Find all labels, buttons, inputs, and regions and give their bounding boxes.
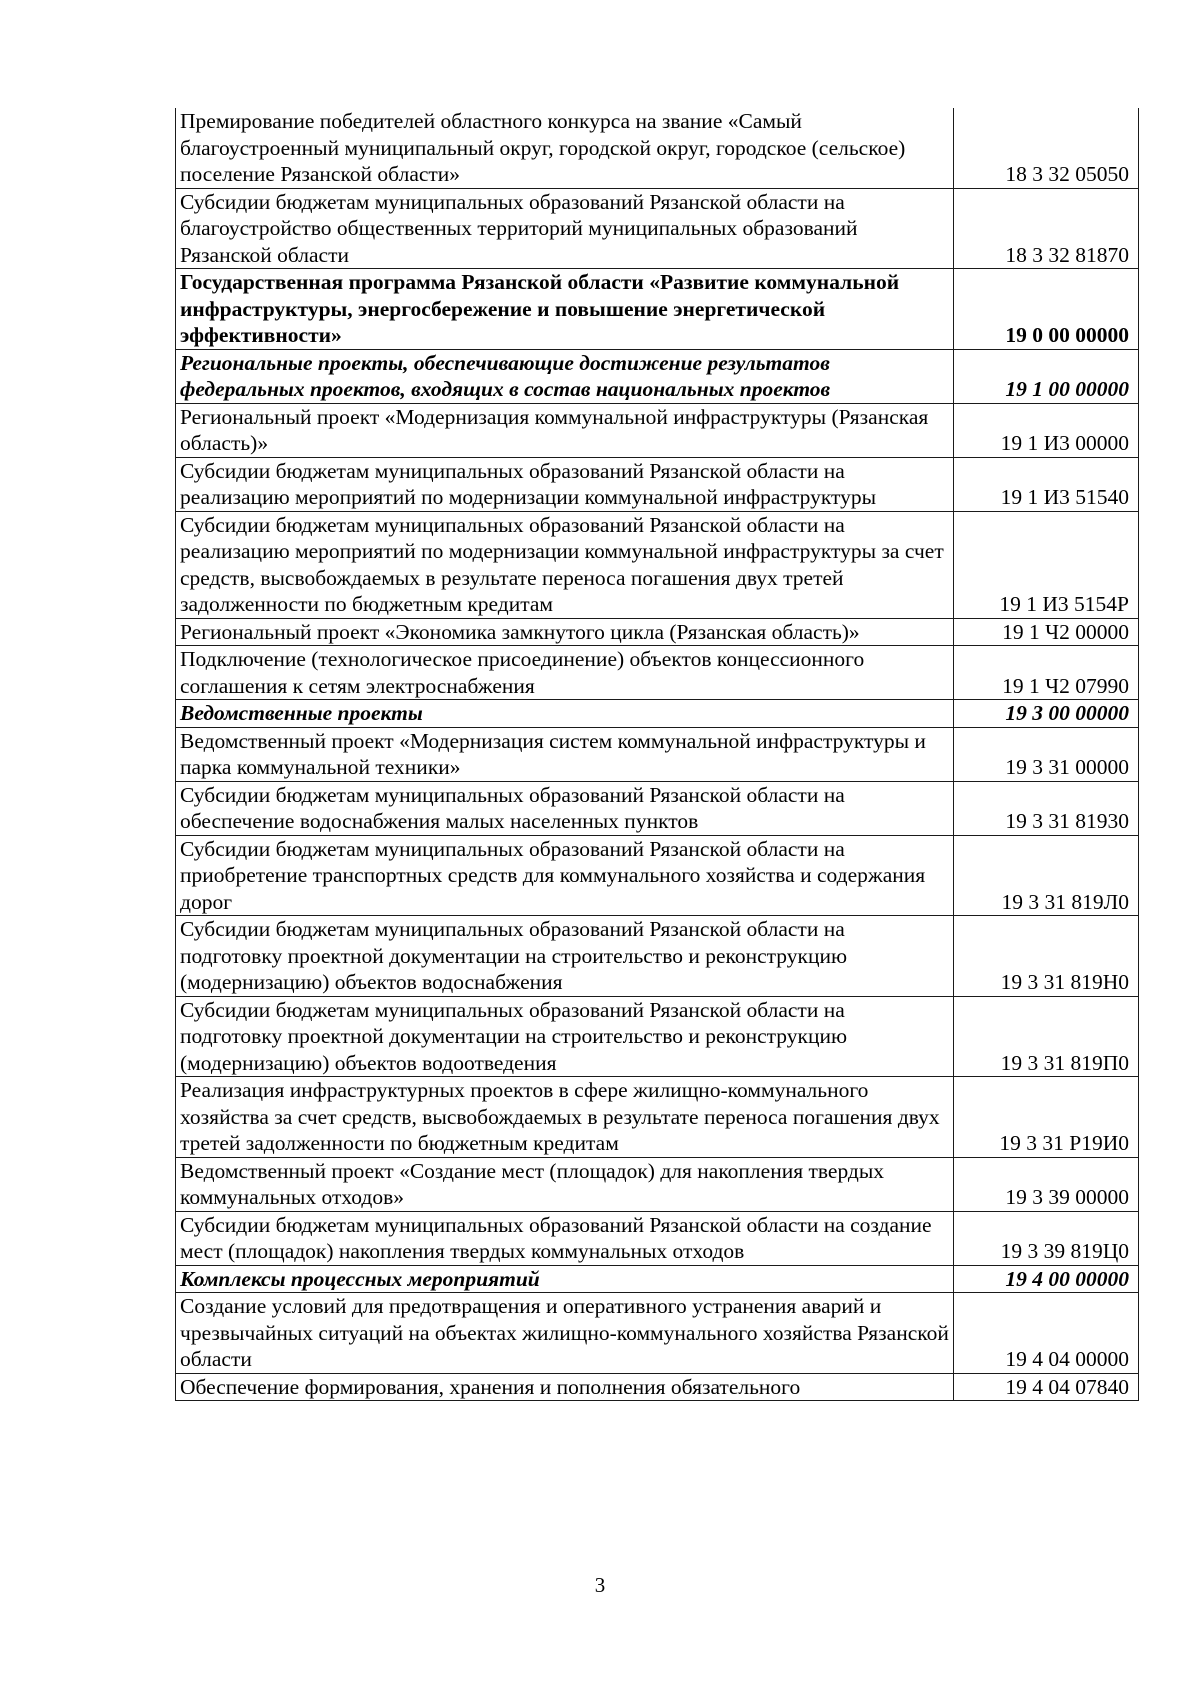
row-title: Региональный проект «Экономика замкнутого цикла (Рязанская область)» xyxy=(176,618,954,646)
row-title: Комплексы процессных мероприятий xyxy=(176,1265,954,1293)
row-code: 19 3 31 00000 xyxy=(954,727,1139,781)
row-title: Создание условий для предотвращения и оперативного устранения аварий и чрезвычайных ситуаций на объектах жилищно-коммунального хозяйства Рязанской области xyxy=(176,1293,954,1374)
row-title: Субсидии бюджетам муниципальных образований Рязанской области на реализацию мероприятий по модернизации коммунальной инфраструктуры xyxy=(176,457,954,511)
row-title: Подключение (технологическое присоединение) объектов концессионного соглашения к сетям электроснабжения xyxy=(176,646,954,700)
row-code: 19 4 04 00000 xyxy=(954,1293,1139,1374)
row-code: 18 3 32 05050 xyxy=(954,108,1139,188)
table-row xyxy=(176,835,1139,916)
row-code: 19 3 39 00000 xyxy=(954,1157,1139,1211)
row-title: Региональные проекты, обеспечивающие достижение результатов федеральных проектов, входящих в состав национальных проектов xyxy=(176,349,954,403)
table-row xyxy=(176,1211,1139,1265)
table-row xyxy=(176,646,1139,700)
row-code: 19 3 31 819Л0 xyxy=(954,835,1139,916)
row-code: 19 3 00 00000 xyxy=(954,700,1139,728)
row-title: Государственная программа Рязанской области «Развитие коммунальной инфраструктуры, энергосбережение и повышение энергетической эффективности» xyxy=(176,269,954,350)
row-title: Субсидии бюджетам муниципальных образований Рязанской области на создание мест (площадок) накопления твердых коммунальных отходов xyxy=(176,1211,954,1265)
row-code: 19 0 00 00000 xyxy=(954,269,1139,350)
table-row xyxy=(176,1373,1139,1401)
row-code: 19 4 04 07840 xyxy=(954,1373,1139,1401)
table-row xyxy=(176,403,1139,457)
row-title: Ведомственные проекты xyxy=(176,700,954,728)
row-code: 19 3 31 819Н0 xyxy=(954,916,1139,997)
table-row xyxy=(176,916,1139,997)
row-code: 19 1 Ч2 07990 xyxy=(954,646,1139,700)
row-code: 19 1 И3 00000 xyxy=(954,403,1139,457)
row-code: 19 1 Ч2 00000 xyxy=(954,618,1139,646)
table-row xyxy=(176,700,1139,728)
row-code: 19 1 И3 51540 xyxy=(954,457,1139,511)
table-row xyxy=(176,1157,1139,1211)
row-title: Ведомственный проект «Создание мест (площадок) для накопления твердых коммунальных отходов» xyxy=(176,1157,954,1211)
row-title: Субсидии бюджетам муниципальных образований Рязанской области на реализацию мероприятий по модернизации коммунальной инфраструктуры за счет средств, высвобождаемых в результате переноса погашения двух третей задолженности по бюджетным кредитам xyxy=(176,511,954,618)
row-title: Премирование победителей областного конкурса на звание «Самый благоустроенный муниципальный округ, городской округ, городское (сельское) поселение Рязанской области» xyxy=(176,108,954,188)
table-row xyxy=(176,727,1139,781)
row-code: 19 3 31 81930 xyxy=(954,781,1139,835)
budget-classification-table xyxy=(175,108,1139,1401)
row-title: Субсидии бюджетам муниципальных образований Рязанской области на подготовку проектной документации на строительство и реконструкцию (модернизацию) объектов водоотведения xyxy=(176,996,954,1077)
row-title: Реализация инфраструктурных проектов в сфере жилищно-коммунального хозяйства за счет средств, высвобождаемых в результате переноса погашения двух третей задолженности по бюджетным кредитам xyxy=(176,1077,954,1158)
table-row xyxy=(176,457,1139,511)
table-row xyxy=(176,108,1139,188)
table-row xyxy=(176,781,1139,835)
table-row xyxy=(176,349,1139,403)
row-code: 19 1 И3 5154Р xyxy=(954,511,1139,618)
row-code: 19 4 00 00000 xyxy=(954,1265,1139,1293)
table-row xyxy=(176,511,1139,618)
row-title: Региональный проект «Модернизация коммунальной инфраструктуры (Рязанская область)» xyxy=(176,403,954,457)
row-title: Субсидии бюджетам муниципальных образований Рязанской области на подготовку проектной документации на строительство и реконструкцию (модернизацию) объектов водоснабжения xyxy=(176,916,954,997)
row-title: Обеспечение формирования, хранения и пополнения обязательного xyxy=(176,1373,954,1401)
row-code: 18 3 32 81870 xyxy=(954,188,1139,269)
row-title: Субсидии бюджетам муниципальных образований Рязанской области на приобретение транспортных средств для коммунального хозяйства и содержания дорог xyxy=(176,835,954,916)
table-row xyxy=(176,269,1139,350)
row-title: Ведомственный проект «Модернизация систем коммунальной инфраструктуры и парка коммунальной техники» xyxy=(176,727,954,781)
row-code: 19 3 31 819П0 xyxy=(954,996,1139,1077)
table-row xyxy=(176,996,1139,1077)
row-code: 19 3 39 819Ц0 xyxy=(954,1211,1139,1265)
table-row xyxy=(176,618,1139,646)
row-title: Субсидии бюджетам муниципальных образований Рязанской области на благоустройство общественных территорий муниципальных образований Рязанской области xyxy=(176,188,954,269)
table-row xyxy=(176,1265,1139,1293)
table-row xyxy=(176,188,1139,269)
table-row xyxy=(176,1077,1139,1158)
table-row xyxy=(176,1293,1139,1374)
page-number: 3 xyxy=(594,1573,606,1597)
row-code: 19 1 00 00000 xyxy=(954,349,1139,403)
row-title: Субсидии бюджетам муниципальных образований Рязанской области на обеспечение водоснабжения малых населенных пунктов xyxy=(176,781,954,835)
table-body xyxy=(176,108,1139,1401)
row-code: 19 3 31 Р19И0 xyxy=(954,1077,1139,1158)
